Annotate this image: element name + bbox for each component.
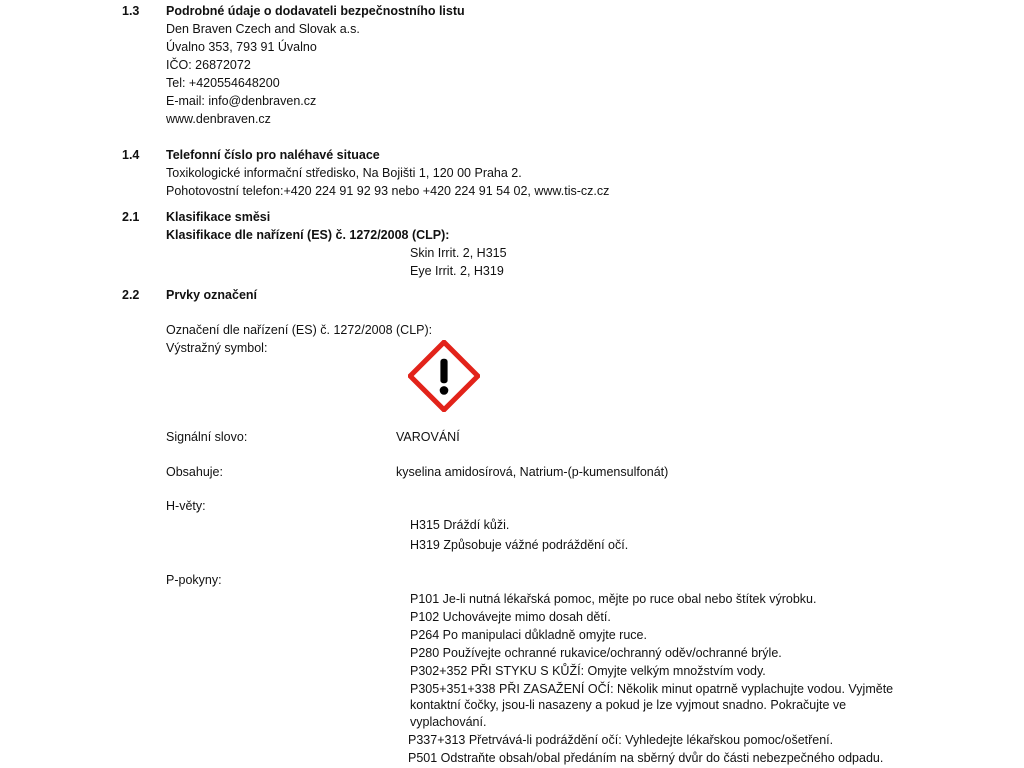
- p-statement: P337+313 Přetrvává-li podráždění očí: Vyhledejte lékařskou pomoc/ošetření.: [408, 733, 834, 747]
- toxicology-center: Toxikologické informační středisko, Na Bojišti 1, 120 00 Praha 2.: [166, 166, 522, 180]
- supplier-website: www.denbraven.cz: [166, 112, 271, 126]
- emergency-phone: Pohotovostní telefon:+420 224 91 92 93 nebo +420 224 91 54 02, www.tis-cz.cz: [166, 184, 610, 198]
- classification-skin: Skin Irrit. 2, H315: [410, 246, 507, 260]
- p-statement: P501 Odstraňte obsah/obal předáním na sběrný dvůr do části nebezpečného odpadu.: [408, 751, 884, 765]
- h-statement: H315 Dráždí kůži.: [410, 518, 510, 532]
- p-statement: P305+351+338 PŘI ZASAŽENÍ OČÍ: Několik minut opatrně vyplachujte vodou. Vyjměte: [410, 682, 894, 696]
- p-statement-continued: kontaktní čočky, jsou-li nasazeny a pokud je lze vyjmout snadno. Pokračujte ve: [410, 698, 847, 712]
- p-statement: P302+352 PŘI STYKU S KŮŽÍ: Omyjte velkým množstvím vody.: [410, 664, 766, 678]
- section-2-1-heading: Klasifikace směsi: [166, 210, 271, 224]
- p-statement: P280 Používejte ochranné rukavice/ochranný oděv/ochranné brýle.: [410, 646, 782, 660]
- label-regulation: Označení dle nařízení (ES) č. 1272/2008 (CLP):: [166, 323, 433, 337]
- label-contains: Obsahuje:: [166, 465, 223, 479]
- p-statement: P264 Po manipulaci důkladně omyjte ruce.: [410, 628, 647, 642]
- classification-regulation: Klasifikace dle nařízení (ES) č. 1272/2008 (CLP):: [166, 228, 450, 242]
- supplier-address: Úvalno 353, 793 91 Úvalno: [166, 40, 317, 54]
- section-1-3-number: 1.3: [122, 4, 140, 18]
- supplier-email: E-mail: info@denbraven.cz: [166, 94, 317, 108]
- label-signal-word: Signální slovo:: [166, 430, 248, 444]
- h-statement: H319 Způsobuje vážné podráždění očí.: [410, 538, 629, 552]
- exclamation-mark-icon: [408, 340, 480, 412]
- p-statement: P101 Je-li nutná lékařská pomoc, mějte po ruce obal nebo štítek výrobku.: [410, 592, 817, 606]
- signal-word: VAROVÁNÍ: [396, 430, 460, 444]
- p-statement-continued: vyplachování.: [410, 715, 487, 729]
- label-h-statements: H-věty:: [166, 499, 206, 513]
- section-1-4-number: 1.4: [122, 148, 140, 162]
- supplier-phone: Tel: +420554648200: [166, 76, 280, 90]
- section-2-2-number: 2.2: [122, 288, 140, 302]
- contains-value: kyselina amidosírová, Natrium-(p-kumensulfonát): [396, 465, 669, 479]
- supplier-ico: IČO: 26872072: [166, 58, 251, 72]
- label-symbol: Výstražný symbol:: [166, 341, 268, 355]
- classification-eye: Eye Irrit. 2, H319: [410, 264, 504, 278]
- section-1-4-heading: Telefonní číslo pro naléhavé situace: [166, 148, 380, 162]
- section-2-1-number: 2.1: [122, 210, 140, 224]
- section-1-3-heading: Podrobné údaje o dodavateli bezpečnostního listu: [166, 4, 465, 18]
- section-2-2-heading: Prvky označení: [166, 288, 258, 302]
- supplier-name: Den Braven Czech and Slovak a.s.: [166, 22, 360, 36]
- p-statement: P102 Uchovávejte mimo dosah dětí.: [410, 610, 611, 624]
- label-p-statements: P-pokyny:: [166, 573, 222, 587]
